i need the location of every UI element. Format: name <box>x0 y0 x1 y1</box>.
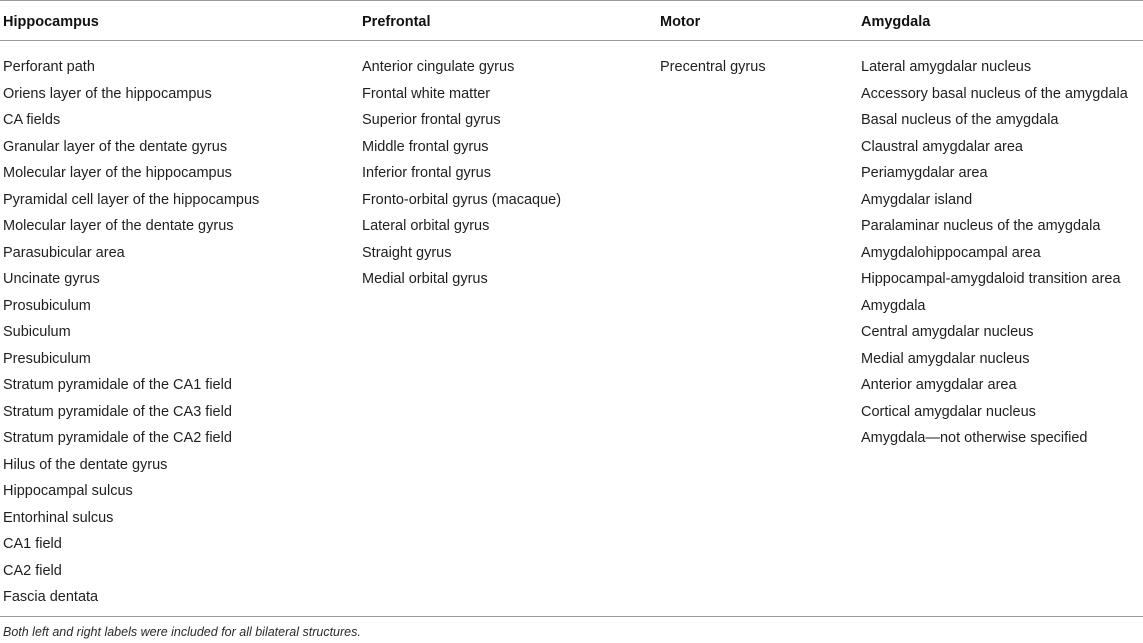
table-top-rule <box>0 0 1143 1</box>
table-cell: Molecular layer of the dentate gyrus <box>3 218 234 234</box>
table-cell: Stratum pyramidale of the CA2 field <box>3 430 232 446</box>
table-cell: Prosubiculum <box>3 297 91 314</box>
table-cell: Straight gyrus <box>362 244 452 261</box>
table-cell: Basal nucleus of the amygdala <box>861 112 1059 128</box>
table-cell: Uncinate gyrus <box>3 271 100 287</box>
table-cell: Pyramidal cell layer of the hippocampus <box>3 191 260 208</box>
table-cell: Amygdala—not otherwise specified <box>861 430 1088 446</box>
table-cell: CA1 field <box>3 536 62 552</box>
table-cell: Precentral gyrus <box>660 59 766 75</box>
table-cell: Entorhinal sulcus <box>3 509 114 526</box>
table-cell: Parasubicular area <box>3 244 125 261</box>
table-cell: Fronto-orbital gyrus (macaque) <box>362 191 562 208</box>
table-cell: Hippocampal-amygdaloid transition area <box>861 271 1121 287</box>
column-header: Amygdala <box>861 14 931 30</box>
table-cell: CA fields <box>3 112 61 128</box>
table-cell: Middle frontal gyrus <box>362 138 489 155</box>
column-header: Motor <box>660 14 701 30</box>
table-cell: Anterior amygdalar area <box>861 377 1017 393</box>
table-cell: Central amygdalar nucleus <box>861 324 1034 340</box>
table-cell: Frontal white matter <box>362 85 491 102</box>
table-cell: Superior frontal gyrus <box>362 112 501 128</box>
table-cell: Inferior frontal gyrus <box>362 165 491 181</box>
table-header-rule <box>0 40 1143 41</box>
table-footnote: Both left and right labels were included for all bilateral structures. <box>3 625 361 639</box>
table-cell: Lateral amygdalar nucleus <box>861 59 1032 75</box>
column-items <box>861 57 1128 455</box>
table-cell: Periamygdalar area <box>861 165 988 181</box>
table-cell: Fascia dentata <box>3 589 99 605</box>
table-bottom-rule <box>0 616 1143 617</box>
column-header: Hippocampus <box>3 14 99 30</box>
table-cell: Presubiculum <box>3 350 91 367</box>
table-cell: Granular layer of the dentate gyrus <box>3 138 228 155</box>
table-cell: Medial orbital gyrus <box>362 271 488 287</box>
column-items <box>362 57 561 296</box>
column-items <box>3 57 259 614</box>
table-cell: Subiculum <box>3 324 71 340</box>
table-cell: Perforant path <box>3 59 95 75</box>
table-cell: Hippocampal sulcus <box>3 483 133 499</box>
table-cell: Oriens layer of the hippocampus <box>3 85 212 102</box>
table-cell: Cortical amygdalar nucleus <box>861 403 1036 420</box>
table-cell: Hilus of the dentate gyrus <box>3 456 168 473</box>
table-cell: Molecular layer of the hippocampus <box>3 165 232 181</box>
table-cell: Amygdalar island <box>861 191 973 208</box>
table-cell: Paralaminar nucleus of the amygdala <box>861 218 1101 234</box>
table-cell: Amygdala <box>861 297 926 314</box>
table-cell: Accessory basal nucleus of the amygdala <box>861 85 1128 102</box>
table-cell: Amygdalohippocampal area <box>861 244 1041 261</box>
column-header: Prefrontal <box>362 14 431 30</box>
table-cell: Stratum pyramidale of the CA1 field <box>3 377 232 393</box>
table-cell: Lateral orbital gyrus <box>362 218 490 234</box>
column-items <box>660 57 766 84</box>
table-cell: Anterior cingulate gyrus <box>362 59 515 75</box>
table-cell: Medial amygdalar nucleus <box>861 350 1030 367</box>
table-cell: CA2 field <box>3 562 62 579</box>
table-cell: Stratum pyramidale of the CA3 field <box>3 403 232 420</box>
table-cell: Claustral amygdalar area <box>861 138 1023 155</box>
